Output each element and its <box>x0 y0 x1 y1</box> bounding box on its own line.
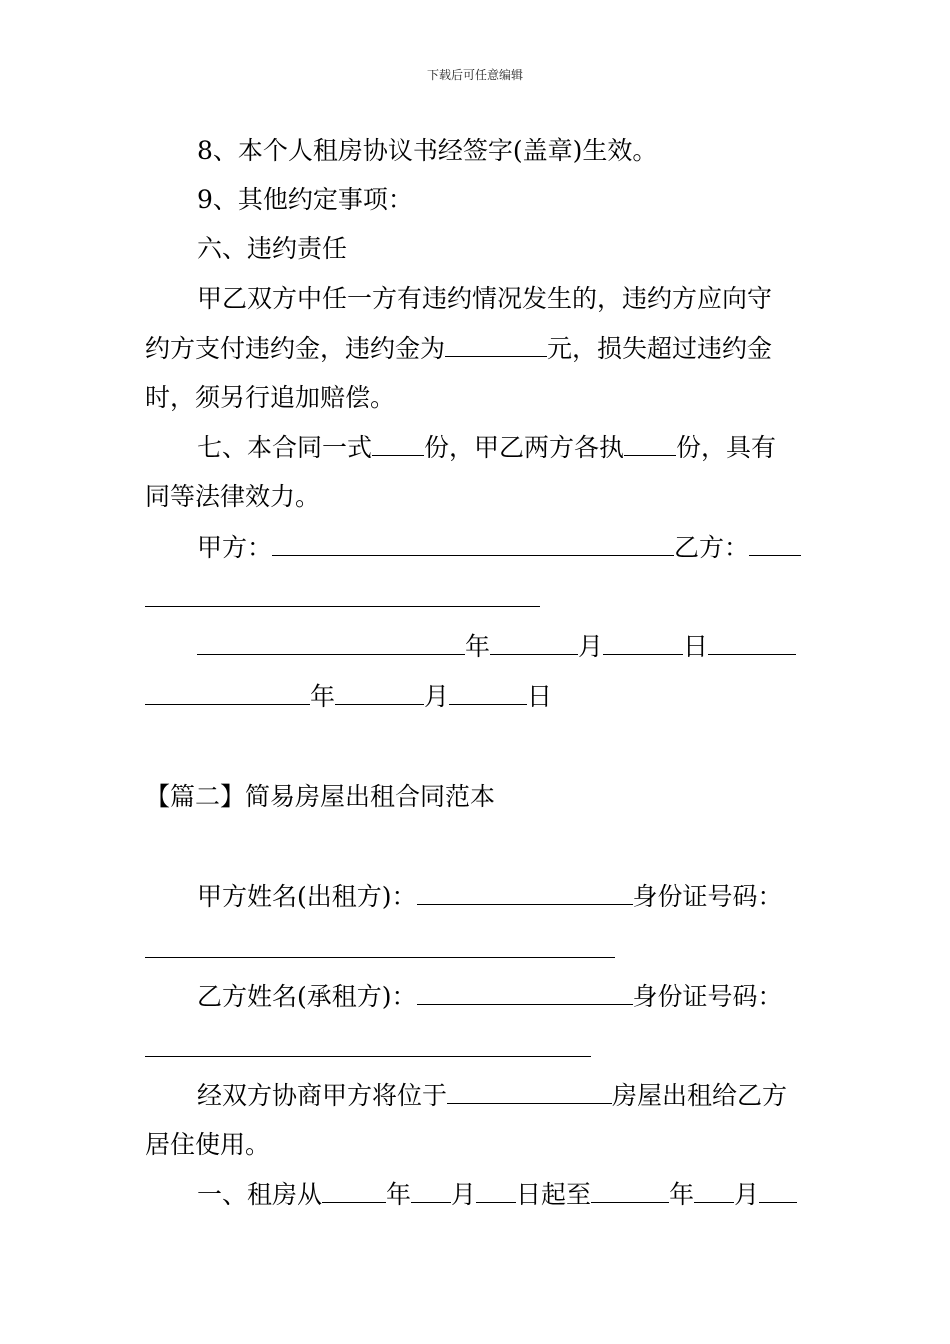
date-a-year-blank[interactable] <box>197 632 465 655</box>
term-line <box>197 1180 797 1210</box>
copies-line-1 <box>197 433 776 463</box>
signature-line <box>197 533 801 563</box>
term-end-month-blank[interactable] <box>694 1180 734 1203</box>
tenant-name-blank[interactable] <box>417 982 633 1005</box>
penalty-line-3: 时，须另行追加赔偿。 <box>145 383 396 412</box>
date-b-month-blank[interactable] <box>335 682 424 705</box>
term-end-day-blank[interactable] <box>759 1180 797 1203</box>
date-b-day-label: 日 <box>527 682 553 711</box>
date-a-day-label: 日 <box>683 632 709 661</box>
date-a-day-blank[interactable] <box>603 632 683 655</box>
landlord-id-label: 身份证号码： <box>632 882 783 911</box>
copies-text-a: 七、本合同一式 <box>197 433 373 462</box>
term-start-month-blank[interactable] <box>411 1180 451 1203</box>
landlord-name-blank[interactable] <box>417 882 633 905</box>
date-b-year-blank[interactable] <box>145 682 310 705</box>
tenant-line <box>197 982 783 1012</box>
penalty-amount-blank[interactable] <box>445 334 547 357</box>
term-end-month-label: 月 <box>734 1180 760 1209</box>
term-end-year-label: 年 <box>669 1180 695 1209</box>
party-b-label: 乙方： <box>674 533 750 562</box>
date-b-year-label: 年 <box>310 682 336 711</box>
penalty-line-2 <box>145 334 772 364</box>
agreement-text-b: 房屋出租给乙方 <box>612 1081 788 1110</box>
agreement-line-2: 居住使用。 <box>145 1130 271 1159</box>
term-to-label: 日起至 <box>516 1180 592 1209</box>
term-start-day-blank[interactable] <box>476 1180 516 1203</box>
term-start-year-label: 年 <box>386 1180 412 1209</box>
term-end-year-blank[interactable] <box>591 1180 669 1203</box>
date-a-month-blank[interactable] <box>490 632 578 655</box>
agreement-line-1 <box>197 1081 787 1111</box>
copies-line-2: 同等法律效力。 <box>145 482 321 511</box>
date-line-a <box>197 632 796 662</box>
property-location-blank[interactable] <box>447 1081 612 1104</box>
tenant-id-blank[interactable] <box>145 1056 591 1057</box>
date-a-year-label: 年 <box>465 632 491 661</box>
tenant-label: 乙方姓名(承租方)： <box>197 982 417 1011</box>
part2-title: 【篇二】简易房屋出租合同范本 <box>145 782 496 811</box>
date-a-trailing-blank[interactable] <box>708 632 796 655</box>
term-start-year-blank[interactable] <box>322 1180 386 1203</box>
page-header: 下载后可任意编辑 <box>426 68 523 82</box>
copies-total-blank[interactable] <box>372 433 424 456</box>
date-b-month-label: 月 <box>424 682 450 711</box>
party-a-label: 甲方： <box>197 533 273 562</box>
term-text: 一、租房从 <box>197 1180 323 1209</box>
section-6-heading: 六、违约责任 <box>197 234 348 263</box>
term-start-month-label: 月 <box>451 1180 477 1209</box>
party-b-blank-continued[interactable] <box>145 606 540 607</box>
copies-text-b: 份，甲乙两方各执 <box>424 433 625 462</box>
agreement-text-a: 经双方协商甲方将位于 <box>197 1081 448 1110</box>
landlord-line <box>197 882 783 912</box>
date-b-day-blank[interactable] <box>449 682 527 705</box>
clause-8: 8、本个人租房协议书经签字(盖章)生效。 <box>197 136 658 165</box>
landlord-label: 甲方姓名(出租方)： <box>197 882 417 911</box>
date-a-month-label: 月 <box>578 632 604 661</box>
date-line-b <box>145 682 552 712</box>
copies-each-blank[interactable] <box>624 433 676 456</box>
tenant-id-label: 身份证号码： <box>632 982 783 1011</box>
party-b-blank[interactable] <box>749 533 801 556</box>
penalty-text-a: 约方支付违约金，违约金为 <box>145 334 446 363</box>
clause-9: 9、其他约定事项： <box>197 185 413 214</box>
party-a-blank[interactable] <box>272 533 674 556</box>
landlord-id-blank[interactable] <box>145 957 615 958</box>
penalty-line-1: 甲乙双方中任一方有违约情况发生的，违约方应向守 <box>197 284 773 313</box>
penalty-text-b: 元，损失超过违约金 <box>547 334 773 363</box>
copies-text-c: 份，具有 <box>676 433 777 462</box>
